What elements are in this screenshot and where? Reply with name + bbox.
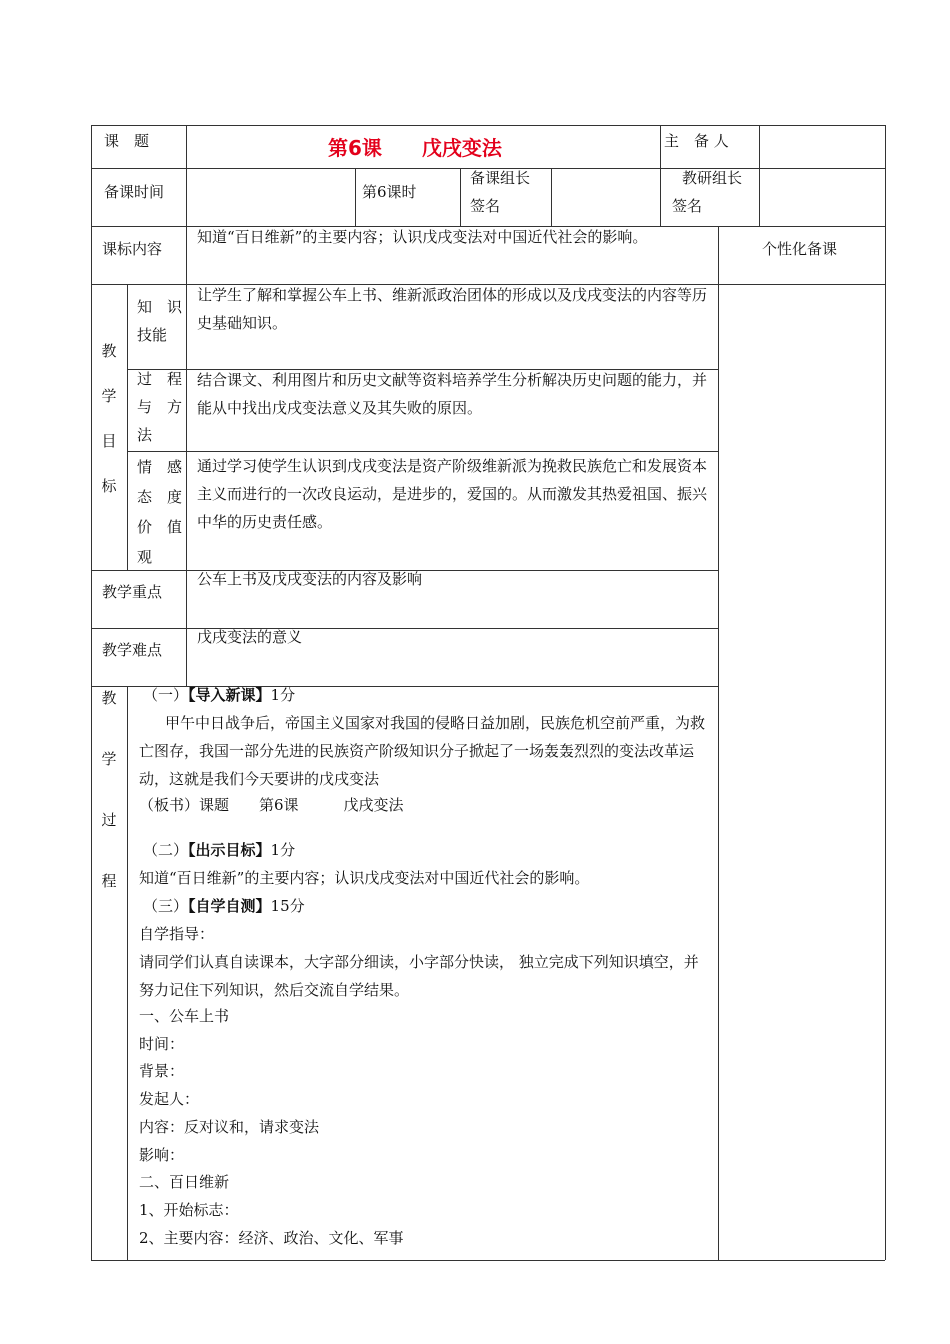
table-line — [186, 284, 187, 369]
difficulty-label: 教学难点 — [102, 641, 163, 659]
table-border-bottom — [91, 1260, 885, 1261]
list-item: 内容：反对议和，请求变法 — [139, 1117, 320, 1136]
goal-text: 知道“百日维新”的主要内容；认识戊戌变法对中国近代社会的影响。 — [139, 869, 590, 887]
table-line — [759, 125, 760, 226]
table-line — [718, 226, 719, 1260]
objectives-label: 教 学 目 标 — [101, 342, 117, 495]
list-item: 一、公车上书 — [139, 1007, 230, 1025]
guide-text: 请同学们认真自读课本，大字部分细读，小字部分快读， 独立完成下列知识填空，并努力记住下列知识，然后交流自学结果。 — [139, 953, 699, 999]
period-value: 第6课时 — [362, 183, 417, 201]
board-writing: （板书）课题 第6课 戊戌变法 — [139, 796, 404, 814]
guide-label: 自学指导： — [139, 925, 215, 943]
table-line — [127, 284, 128, 570]
list-item: 1、开始标志： — [139, 1200, 239, 1219]
knowledge-content: 让学生了解和掌握公车上书、维新派政治团体的形成以及戊戌变法的内容等历史基础知识。 — [197, 286, 708, 332]
table-line — [355, 168, 356, 226]
table-line — [660, 125, 661, 226]
table-border-right — [885, 125, 886, 1260]
research-leader-sign-label: 签名 — [672, 197, 703, 215]
table-line — [127, 686, 128, 1260]
knowledge-label: 知 识 技能 — [137, 298, 183, 344]
standard-content: 知道“百日维新”的主要内容；认识戊戌变法对中国近代社会的影响。 — [197, 228, 648, 246]
subject-label: 课 题 — [104, 132, 150, 150]
personal-prep-label: 个性化备课 — [762, 240, 838, 258]
table-line — [460, 168, 461, 226]
section-selfstudy-heading: （三）【自学自测】15分 — [143, 897, 305, 915]
emotion-content: 通过学习使学生认识到戊戌变法是资产阶级维新派为挽救民族危亡和发展资本主义而进行的一次改良运动，是进步的，爱国的。从而激发其热爱祖国、振兴中华的历史责任感。 — [197, 457, 708, 531]
group-leader-label: 备课组长 — [470, 169, 531, 187]
lesson-title: 第6课 戊戌变法 — [328, 136, 502, 160]
intro-paragraph: 甲午中日战争后，帝国主义国家对我国的侵略日益加剧，民族危机空前严重，为救亡图存，我国一部分先进的民族资产阶级知识分子掀起了一场轰轰烈烈的变法改革运动，这就是我们今天要讲的戊戌变法 — [139, 714, 706, 788]
key-point-content: 公车上书及戊戌变法的内容及影响 — [197, 570, 423, 588]
table-line — [551, 168, 552, 226]
list-item: 2、主要内容：经济、政治、文化、军事 — [139, 1228, 404, 1247]
table-line — [186, 125, 187, 286]
process-method-content: 结合课文、利用图片和历史文献等资料培养学生分析解决历史问题的能力，并能从中找出戊戌变法意义及其失败的原因。 — [197, 371, 708, 417]
section-intro-heading: （一）【导入新课】1分 — [143, 686, 296, 704]
standard-label: 课标内容 — [102, 240, 163, 258]
process-method-label: 过 程 与 方 法 — [137, 370, 183, 444]
emotion-label: 情 感 态 度 价 值 观 — [137, 458, 183, 566]
group-leader-sign-label: 签名 — [470, 197, 501, 215]
key-point-label: 教学重点 — [102, 583, 163, 601]
research-leader-label: 教研组长 — [682, 169, 743, 187]
list-item: 发起人： — [139, 1090, 200, 1109]
list-item: 背景： — [139, 1062, 185, 1081]
difficulty-content: 戊戌变法的意义 — [197, 628, 303, 646]
self-study-list — [139, 1003, 404, 1252]
list-item: 影响： — [139, 1145, 185, 1164]
table-border-top — [91, 125, 885, 126]
preparer-label: 主 备 人 — [664, 132, 729, 150]
prep-time-label: 备课时间 — [104, 183, 165, 201]
list-item: 二、百日维新 — [139, 1173, 230, 1192]
table-line — [186, 369, 187, 686]
section-goal-heading: （二）【出示目标】1分 — [143, 841, 296, 859]
teaching-process-label: 教 学 过 程 — [101, 689, 117, 890]
list-item: 时间： — [139, 1034, 185, 1053]
